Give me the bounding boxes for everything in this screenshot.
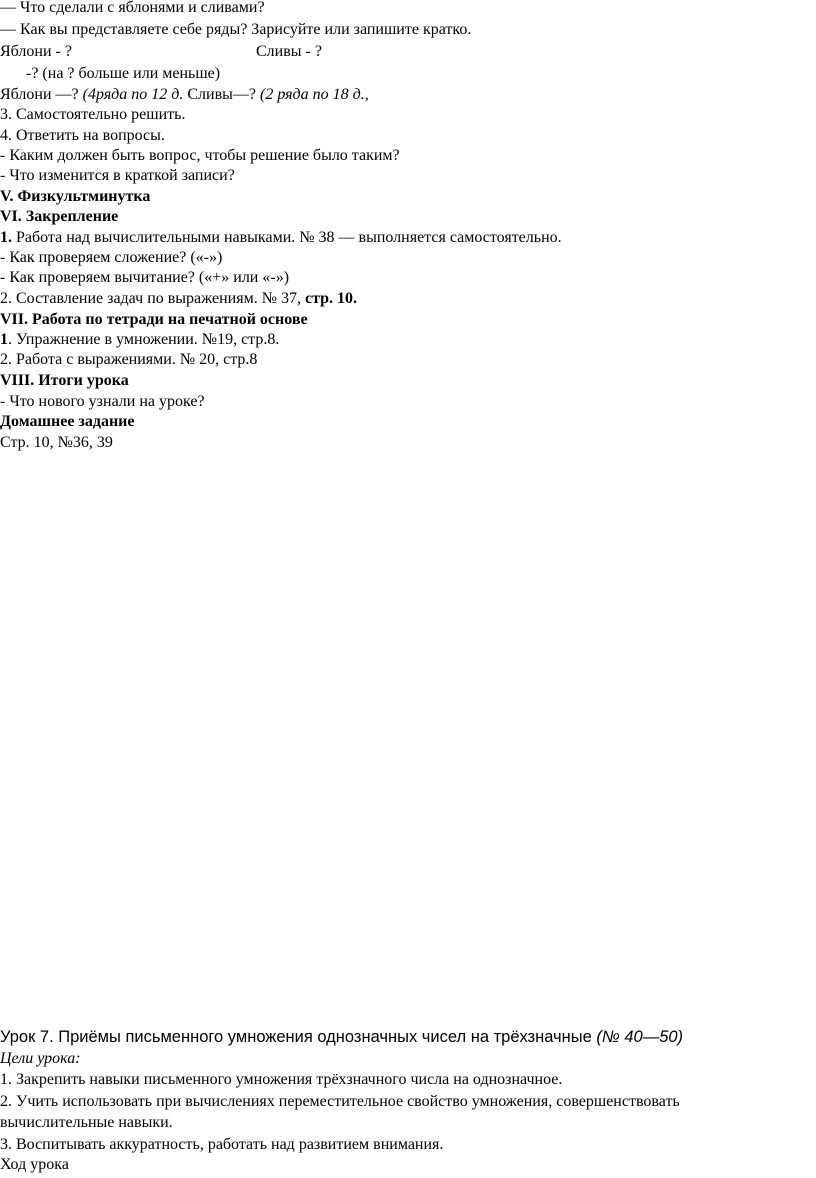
short-record-row bbox=[0, 42, 322, 62]
item-number: 1 bbox=[0, 331, 8, 348]
question-what-new: - Что нового узнали на уроке? bbox=[0, 393, 205, 410]
homework-text: Стр. 10, №36, 39 bbox=[0, 434, 113, 451]
goal-2-continuation: вычислительные навыки. bbox=[0, 1114, 173, 1131]
question-check-addition: - Как проверяем сложение? («-») bbox=[0, 249, 223, 266]
goal-2: 2. Учить использовать при вычислениях переместительное свойство умножения, совершенствовать bbox=[0, 1093, 680, 1110]
section-summary: VIII. Итоги урока bbox=[0, 372, 129, 389]
section-workbook: VII. Работа по тетради на печатной основе bbox=[0, 311, 308, 328]
answer-row bbox=[0, 85, 369, 105]
question-apples-plums: — Что сделали с яблонями и сливами? bbox=[0, 0, 265, 16]
plums-label: Сливы - ? bbox=[256, 43, 322, 60]
goal-1: 1. Закрепить навыки письменного умножения трёхзначного числа на однозначное. bbox=[0, 1071, 563, 1088]
answer-plums: Сливы—? bbox=[183, 86, 260, 103]
workbook-item-2: 2. Работа с выражениями. № 20, стр.8 bbox=[0, 351, 258, 368]
item-solve: 3. Самостоятельно решить. bbox=[0, 106, 186, 123]
item-text: . Упражнение в умножении. №19, стр.8. bbox=[8, 331, 280, 348]
zakreplenie-item-2 bbox=[0, 289, 357, 309]
homework-title: Домашнее задание bbox=[0, 413, 135, 430]
item-text: Работа над вычислительными навыками. № 38 — выполняется самостоятельно. bbox=[12, 229, 562, 246]
lesson-title-text: Урок 7. Приёмы письменного умножения однозначных чисел на трёхзначные bbox=[0, 1028, 597, 1046]
item-answer-questions: 4. Ответить на вопросы. bbox=[0, 127, 165, 144]
section-fizkult: V. Физкультминутка bbox=[0, 188, 151, 205]
compare-note: -? (на ? больше или меньше) bbox=[26, 65, 221, 82]
question-check-subtraction: - Как проверяем вычитание? («+» или «-») bbox=[0, 269, 290, 286]
lesson-title bbox=[0, 1027, 683, 1047]
answer-plums-detail: (2 ряда по 18 д., bbox=[260, 86, 369, 103]
lesson-range: (№ 40—50) bbox=[596, 1028, 684, 1046]
apples-label: Яблони - ? bbox=[0, 43, 72, 60]
item-text: 2. Составление задач по выражениям. № 37, bbox=[0, 290, 305, 307]
goals-label: Цели урока: bbox=[0, 1050, 81, 1067]
question-rows: — Как вы представляете себе ряды? Зарисуйте или запишите кратко. bbox=[0, 21, 472, 38]
answer-apples: Яблони —? bbox=[0, 86, 83, 103]
section-zakreplenie: VI. Закрепление bbox=[0, 208, 119, 225]
question-what-to-ask: - Каким должен быть вопрос, чтобы решение было таким? bbox=[0, 147, 400, 164]
item-number: 1. bbox=[0, 229, 12, 246]
goal-3: 3. Воспитывать аккуратность, работать над развитием внимания. bbox=[0, 1136, 444, 1153]
item-page-ref: стр. 10. bbox=[304, 290, 358, 307]
zakreplenie-item-1 bbox=[0, 228, 562, 248]
question-what-changes: - Что изменится в краткой записи? bbox=[0, 167, 235, 184]
answer-apples-detail: (4ряда по 12 д. bbox=[82, 86, 184, 103]
workbook-item-1 bbox=[0, 330, 279, 350]
lesson-course: Ход урока bbox=[0, 1156, 69, 1173]
